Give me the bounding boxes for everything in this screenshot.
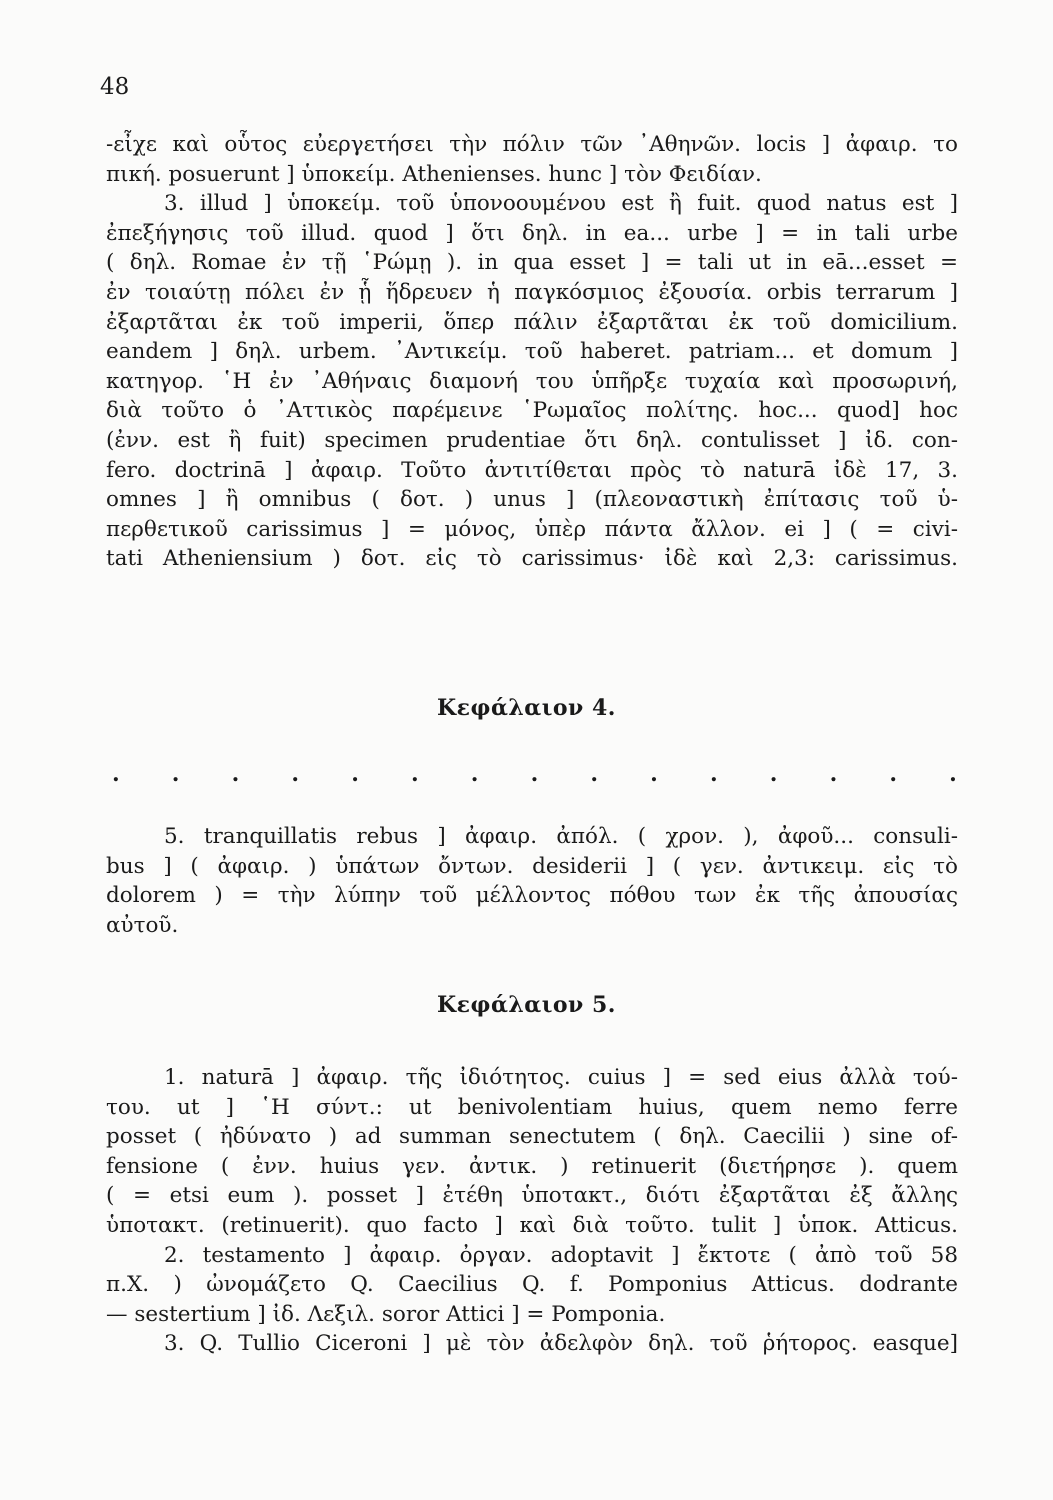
text-line: fensione ( ἐνν. huius γεν. ἀντικ. ) retinuerit (διετήρησε ). quem [106,1153,958,1179]
ellipsis-dot: . [530,761,539,787]
ellipsis-dot: . [650,761,658,787]
text-line: (ἐνν. est ἢ fuit) specimen prudentiae ὅτι δηλ. contulisset ] ἰδ. con- [106,427,958,453]
text-line: ( = etsi eum ). posset ] ἐτέθη ὑποτακτ., διότι ἐξαρτᾶται ἐξ ἄλλης [106,1183,958,1209]
text-line: 5. tranquillatis rebus ] ἀφαιρ. ἀπόλ. ( χρον. ), ἀφοῦ... consuli- [164,824,958,849]
commentary-block-ch3 [106,130,958,574]
ellipsis-dot: . [949,761,957,787]
commentary-block-ch5 [106,1063,958,1359]
commentary-block-ch4 [106,822,958,940]
text-line: κατηγορ. ῾Η ἐν ᾿Αθήναις διαμονή του ὑπῆρξε τυχαία καὶ προσωρινή, [106,368,958,394]
ellipsis-dot: . [351,761,359,787]
ellipsis-dot: . [889,761,898,787]
text-line: διὰ τοῦτο ὁ ᾿Αττικὸς παρέμεινε ῾Ρωμαῖος πολίτης. hoc... quod] hoc [106,398,958,424]
text-line: πική. posuerunt ] ὑποκείμ. Athenienses. hunc ] τὸν Φειδίαν. [106,161,762,187]
text-line: ἐν τοιαύτῃ πόλει ἐν ᾗ ἥδρευεν ἡ παγκόσμιος ἐξουσία. orbis terrarum ] [106,279,958,305]
ellipsis-dot: . [231,761,240,787]
ellipsis-row [112,761,957,787]
ellipsis-dot: . [590,761,599,787]
page-number: 48 [100,74,130,100]
text-line: 1. naturā ] ἀφαιρ. τῆς ἰδιότητος. cuius ] = sed eius ἀλλὰ τού- [164,1065,958,1090]
text-line: bus ] ( ἀφαιρ. ) ὑπάτων ὄντων. desiderii ] ( γεν. ἀντικειμ. εἰς τὸ [106,853,958,879]
text-line: αὐτοῦ. [106,912,179,938]
ellipsis-dot: . [709,761,718,787]
ellipsis-dot: . [112,761,120,787]
text-line: ( δηλ. Romae ἐν τῇ ῾Ρώμῃ ). in qua esset ] = tali ut in eā...esset = [106,250,958,276]
text-line: tati Atheniensium ) δοτ. εἰς τὸ carissimus· ἰδὲ καὶ 2,3: carissimus. [106,546,958,572]
text-line: ὑποτακτ. (retinuerit). quo facto ] καὶ διὰ τοῦτο. tulit ] ὑποκ. Atticus. [106,1212,958,1238]
text-line: — sestertium ] ἰδ. Λεξιλ. soror Attici ] = Pomponia. [106,1301,666,1327]
text-line: eandem ] δηλ. urbem. ᾿Αντικείμ. τοῦ haberet. patriam... et domum ] [106,339,958,365]
text-line: posset ( ἠδύνατο ) ad summan senectutem ( δηλ. Caecilii ) sine of- [106,1124,958,1150]
text-line: 3. illud ] ὑποκείμ. τοῦ ὑπονοουμένου est ἢ fuit. quod natus est ] [164,191,958,217]
ellipsis-dot: . [769,761,778,787]
text-line: π.Χ. ) ὠνομάζετο Q. Caecilius Q. f. Pomponius Atticus. dodrante [106,1272,958,1298]
ellipsis-dot: . [470,761,479,787]
chapter-heading-5: Κεφάλαιον 5. [437,992,616,1018]
text-line: -εἶχε καὶ οὗτος εὐεργετήσει τὴν πόλιν τῶν ᾿Αθηνῶν. locis ] ἀφαιρ. το [106,132,958,157]
ellipsis-dot: . [171,761,180,787]
text-line: ἐξαρτᾶται ἐκ τοῦ imperii, ὅπερ πάλιν ἐξαρτᾶται ἐκ τοῦ domicilium. [106,309,958,335]
text-line: fero. doctrinā ] ἀφαιρ. Τοῦτο ἀντιτίθεται πρὸς τὸ naturā ἰδὲ 17, 3. [106,457,958,483]
text-line: ἐπεξήγησις τοῦ illud. quod ] ὅτι δηλ. in ea... urbe ] = in tali urbe [106,220,958,246]
ellipsis-dot: . [410,761,419,787]
text-line: 3. Q. Tullio Ciceroni ] μὲ τὸν ἀδελφὸν δηλ. τοῦ ῥήτορος. easque] [164,1331,958,1357]
text-line: περθετικοῦ carissimus ] = μόνος, ὑπὲρ πάντα ἄλλον. ei ] ( = civi- [106,516,958,542]
text-line: dolorem ) = τὴν λύπην τοῦ μέλλοντος πόθου των ἐκ τῆς ἀπουσίας [106,883,958,909]
chapter-heading-4: Κεφάλαιον 4. [437,695,616,721]
ellipsis-dot: . [829,761,838,787]
text-line: omnes ] ἢ omnibus ( δοτ. ) unus ] (πλεοναστικὴ ἐπίτασις τοῦ ὑ- [106,487,958,513]
text-line: 2. testamento ] ἀφαιρ. ὀργαν. adoptavit ] ἔκτοτε ( ἀπὸ τοῦ 58 [164,1242,958,1268]
text-line: του. ut ] ῾Η σύντ.: ut benivolentiam huius, quem nemo ferre [106,1094,958,1120]
ellipsis-dot: . [291,761,300,787]
